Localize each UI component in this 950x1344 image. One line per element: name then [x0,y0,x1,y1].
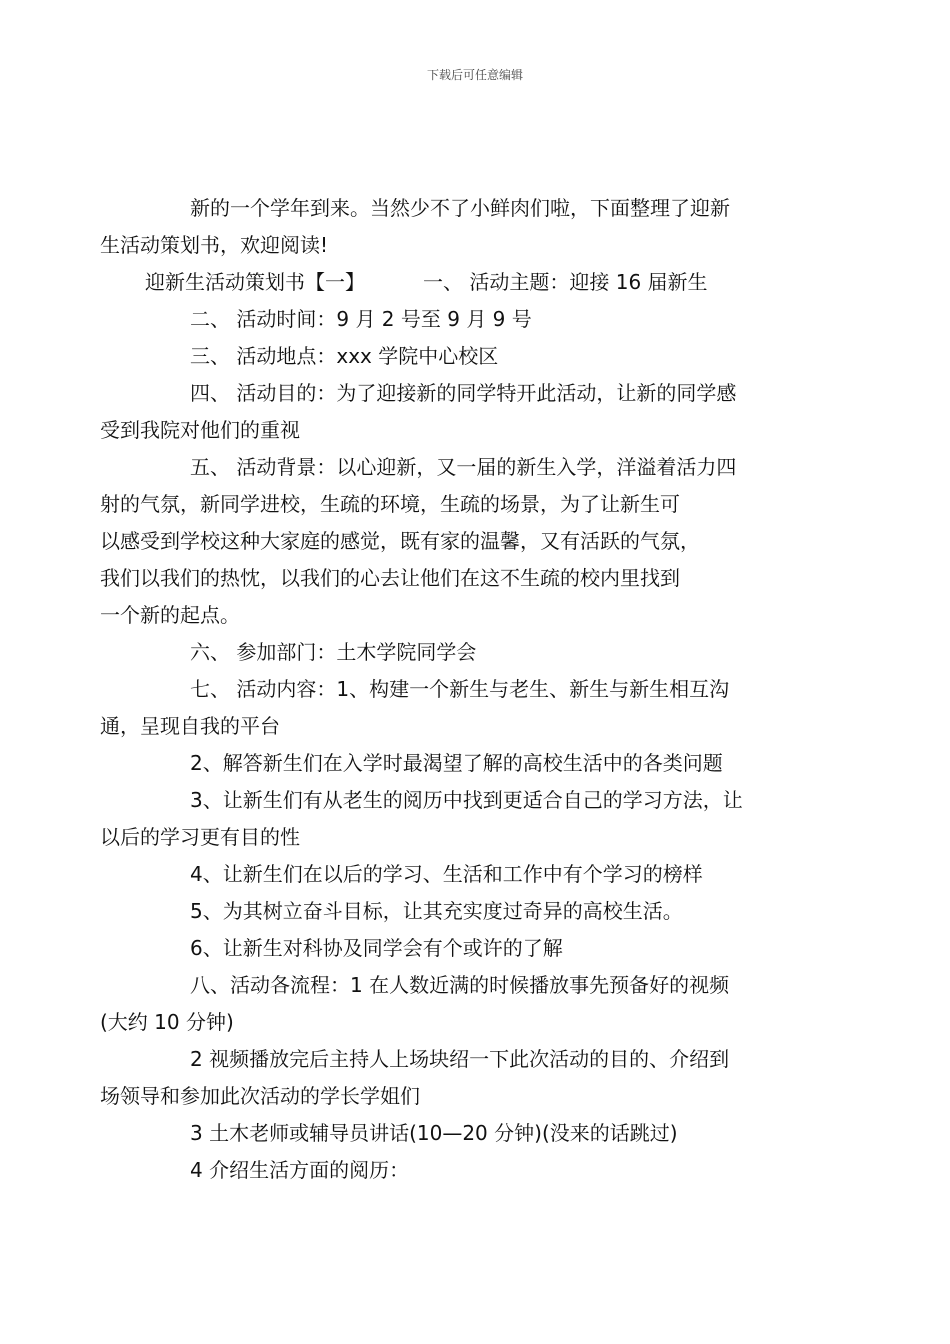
activity-process [100,967,815,1041]
text-line: 七、 活动内容：1、构建一个新生与老生、新生与新生相互沟 [190,677,730,701]
activity-theme: 一、 活动主题：迎接 16 届新生 [423,270,708,294]
text-line: 通，呈现自我的平台 [100,714,280,738]
activity-time: 二、 活动时间：9 月 2 号至 9 月 9 号 [190,307,532,331]
activity-purpose [100,375,815,449]
activity-background [100,449,815,634]
text-line: (大约 10 分钟) [100,1010,234,1034]
text-line: 3、让新生们有从老生的阅历中找到更适合自己的学习方法，让 [190,788,743,812]
content-item-6: 6、让新生对科协及同学会有个或许的了解 [190,936,563,960]
content-item-3 [100,782,815,856]
text-line: 受到我院对他们的重视 [100,418,300,442]
page-header-note: 下载后可任意编辑 [426,68,523,82]
intro-paragraph [100,190,815,264]
section-title-line [145,264,815,301]
content-item-4: 4、让新生们在以后的学习、生活和工作中有个学习的榜样 [190,862,703,886]
text-line: 四、 活动目的：为了迎接新的同学特开此活动，让新的同学感 [190,381,737,405]
process-step-3: 3 土木老师或辅导员讲话(10—20 分钟)(没来的话跳过) [190,1121,678,1145]
activity-content [100,671,815,745]
text-line: 一个新的起点。 [100,603,240,627]
text-line: 我们以我们的热忱，以我们的心去让他们在这不生疏的校内里找到 [100,566,680,590]
text-line: 八、活动各流程：1 在人数近满的时候播放事先预备好的视频 [190,973,730,997]
text-line: 生活动策划书，欢迎阅读! [100,233,329,257]
text-line: 射的气氛，新同学进校，生疏的环境，生疏的场景，为了让新生可 [100,492,680,516]
participating-department: 六、 参加部门：土木学院同学会 [190,640,477,664]
text-line: 新的一个学年到来。当然少不了小鲜肉们啦，下面整理了迎新 [190,196,730,220]
document-body [100,190,815,1189]
content-item-2: 2、解答新生们在入学时最渴望了解的高校生活中的各类问题 [190,751,723,775]
section-title: 迎新生活动策划书【一】 [145,270,365,294]
text-line: 2 视频播放完后主持人上场块绍一下此次活动的目的、介绍到 [190,1047,730,1071]
activity-location: 三、 活动地点：xxx 学院中心校区 [190,344,499,368]
process-step-2 [100,1041,815,1115]
text-line: 以感受到学校这种大家庭的感觉，既有家的温馨，又有活跃的气氛， [100,529,700,553]
content-item-5: 5、为其树立奋斗目标，让其充实度过奇异的高校生活。 [190,899,683,923]
text-line: 场领导和参加此次活动的学长学姐们 [100,1084,420,1108]
text-line: 五、 活动背景：以心迎新，又一届的新生入学，洋溢着活力四 [190,455,737,479]
process-step-4: 4 介绍生活方面的阅历： [190,1158,410,1182]
text-line: 以后的学习更有目的性 [100,825,300,849]
